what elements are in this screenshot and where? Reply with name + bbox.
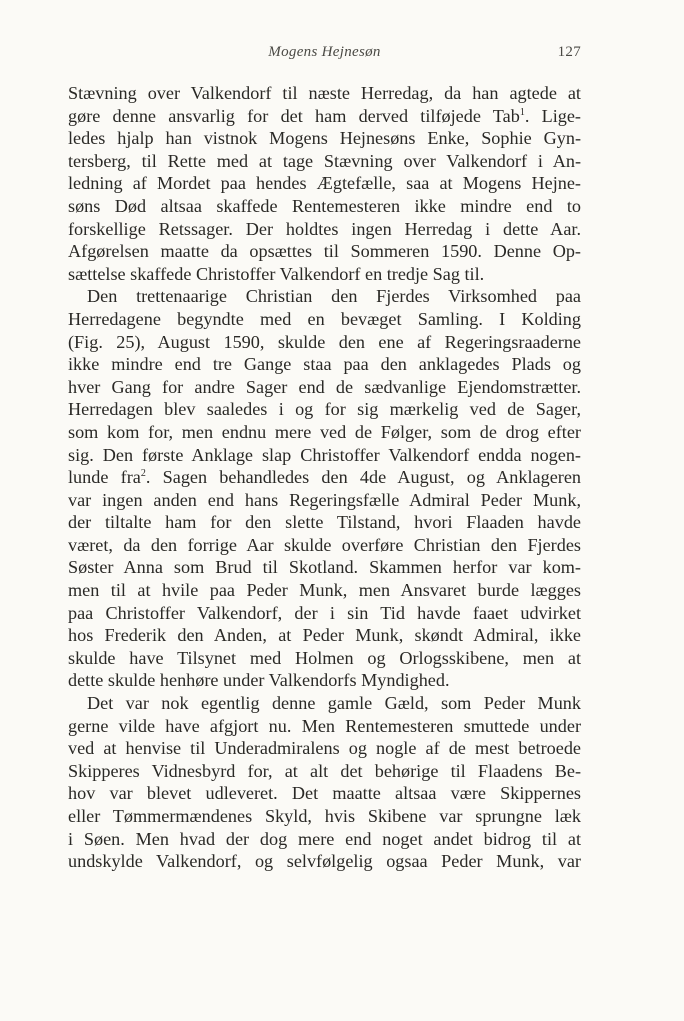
text-line-main: Den trettenaarige Christian den Fjerdes Virksomhed paa bbox=[87, 286, 581, 307]
text-line-main: ledning af Mordet paa hendes Ægtefælle, saa at Mogens Hejne- bbox=[68, 173, 581, 194]
text-line bbox=[68, 218, 581, 241]
text-line bbox=[68, 263, 581, 286]
text-line bbox=[68, 760, 581, 783]
text-line bbox=[68, 195, 581, 218]
text-line bbox=[68, 782, 581, 805]
page-number: 127 bbox=[557, 44, 581, 60]
text-line bbox=[68, 308, 581, 331]
text-line-main: sættelse skaffede Christoffer Valkendorf en tredje Sag til. bbox=[68, 263, 485, 284]
text-line bbox=[68, 805, 581, 828]
footnote-marker: 1 bbox=[519, 106, 525, 118]
text-line bbox=[68, 511, 581, 534]
running-head bbox=[68, 44, 581, 66]
text-line-main: gerne vilde have afgjort nu. Men Rentemesteren smuttede under bbox=[68, 715, 581, 736]
text-line-continuation: . Lige- bbox=[524, 105, 581, 126]
text-line bbox=[68, 850, 581, 873]
body-text bbox=[68, 82, 581, 873]
text-line-main: ledes hjalp han vistnok Mogens Hejnesøns Enke, Sophie Gyn- bbox=[68, 128, 581, 149]
text-line bbox=[68, 331, 581, 354]
text-line bbox=[68, 285, 581, 308]
text-line-main: Det var nok egentlig denne gamle Gæld, som Peder Munk bbox=[87, 693, 581, 714]
text-line-main: Afgørelsen maatte da opsættes til Sommeren 1590. Denne Op- bbox=[68, 241, 581, 262]
text-line-main: men til at hvile paa Peder Munk, men Ansvaret burde lægges bbox=[68, 580, 581, 601]
text-line-main: ved at henvise til Underadmiralens og nogle af de mest betroede bbox=[68, 738, 581, 759]
text-line-main: Skipperes Vidnesbyrd for, at alt det behørige til Flaadens Be- bbox=[68, 760, 581, 781]
text-line bbox=[68, 444, 581, 467]
text-line bbox=[68, 127, 581, 150]
text-line bbox=[68, 692, 581, 715]
text-line bbox=[68, 715, 581, 738]
text-line-main: (Fig. 25), August 1590, skulde den ene af Regeringsraaderne bbox=[68, 331, 581, 352]
text-line bbox=[68, 105, 581, 128]
text-line bbox=[68, 172, 581, 195]
text-line bbox=[68, 737, 581, 760]
text-line bbox=[68, 82, 581, 105]
text-line-main: været, da den forrige Aar skulde overføre Christian den Fjerdes bbox=[68, 534, 581, 555]
text-line bbox=[68, 579, 581, 602]
text-line-main: forskellige Retssager. Der holdtes ingen Herredag i dette Aar. bbox=[68, 218, 581, 239]
text-line bbox=[68, 398, 581, 421]
text-line bbox=[68, 353, 581, 376]
text-line bbox=[68, 489, 581, 512]
text-line bbox=[68, 466, 581, 489]
text-line-main: som kom for, men endnu mere ved de Følger, som de drog efter bbox=[68, 421, 581, 442]
text-line-main: skulde have Tilsynet med Holmen og Orlogsskibene, men at bbox=[68, 647, 581, 668]
text-line-main: hver Gang for andre Sager end de sædvanlige Ejendomstrætter. bbox=[68, 376, 581, 397]
text-line-main: sig. Den første Anklage slap Christoffer Valkendorf endda nogen- bbox=[68, 444, 581, 465]
text-line-main: lunde fra bbox=[68, 467, 141, 488]
text-line-main: Stævning over Valkendorf til næste Herredag, da han agtede at bbox=[68, 83, 581, 103]
text-line bbox=[68, 150, 581, 173]
footnote-marker: 2 bbox=[140, 468, 146, 480]
text-line bbox=[68, 556, 581, 579]
running-title: Mogens Hejnesøn bbox=[268, 44, 381, 60]
text-line-main: ikke mindre end tre Gange staa paa den anklagedes Plads og bbox=[68, 354, 581, 375]
text-line bbox=[68, 421, 581, 444]
text-line-main: søns Død altsaa skaffede Rentemesteren ikke mindre end to bbox=[68, 195, 581, 216]
text-line bbox=[68, 376, 581, 399]
text-line-main: tersberg, til Rette med at tage Stævning over Valkendorf i An- bbox=[68, 150, 581, 171]
text-line-main: Herredagen blev saaledes i og for sig mærkelig ved de Sager, bbox=[68, 399, 581, 420]
text-line bbox=[68, 240, 581, 263]
text-line-main: dette skulde henhøre under Valkendorfs Myndighed. bbox=[68, 670, 450, 691]
text-line bbox=[68, 647, 581, 670]
text-line-continuation: . Sagen behandledes den 4de August, og Anklageren bbox=[145, 467, 582, 488]
text-line-main: hov var blevet udleveret. Det maatte altsaa være Skippernes bbox=[68, 783, 581, 804]
text-line-main: paa Christoffer Valkendorf, der i sin Tid havde faaet udvirket bbox=[68, 602, 581, 623]
text-line-main: undskylde Valkendorf, og selvfølgelig ogsaa Peder Munk, var bbox=[68, 851, 581, 872]
text-line bbox=[68, 828, 581, 851]
text-line bbox=[68, 534, 581, 557]
text-line-main: Herredagene begyndte med en bevæget Samling. I Kolding bbox=[68, 308, 581, 329]
text-line bbox=[68, 602, 581, 625]
text-line bbox=[68, 624, 581, 647]
text-line-main: eller Tømmermændenes Skyld, hvis Skibene var sprungne læk bbox=[68, 806, 581, 826]
text-line-main: i Søen. Men hvad der dog mere end noget andet bidrog til at bbox=[68, 828, 581, 849]
text-line-main: hos Frederik den Anden, at Peder Munk, skøndt Admiral, ikke bbox=[68, 625, 581, 646]
text-line bbox=[68, 669, 581, 692]
text-line-main: Søster Anna som Brud til Skotland. Skammen herfor var kom- bbox=[68, 557, 581, 578]
text-line-main: var ingen anden end hans Regeringsfælle Admiral Peder Munk, bbox=[68, 489, 581, 510]
text-line-main: der tiltalte ham for den slette Tilstand, hvori Flaaden havde bbox=[68, 512, 581, 533]
text-line-main: gøre denne ansvarlig for det ham derved tilføjede Tab bbox=[68, 105, 520, 126]
